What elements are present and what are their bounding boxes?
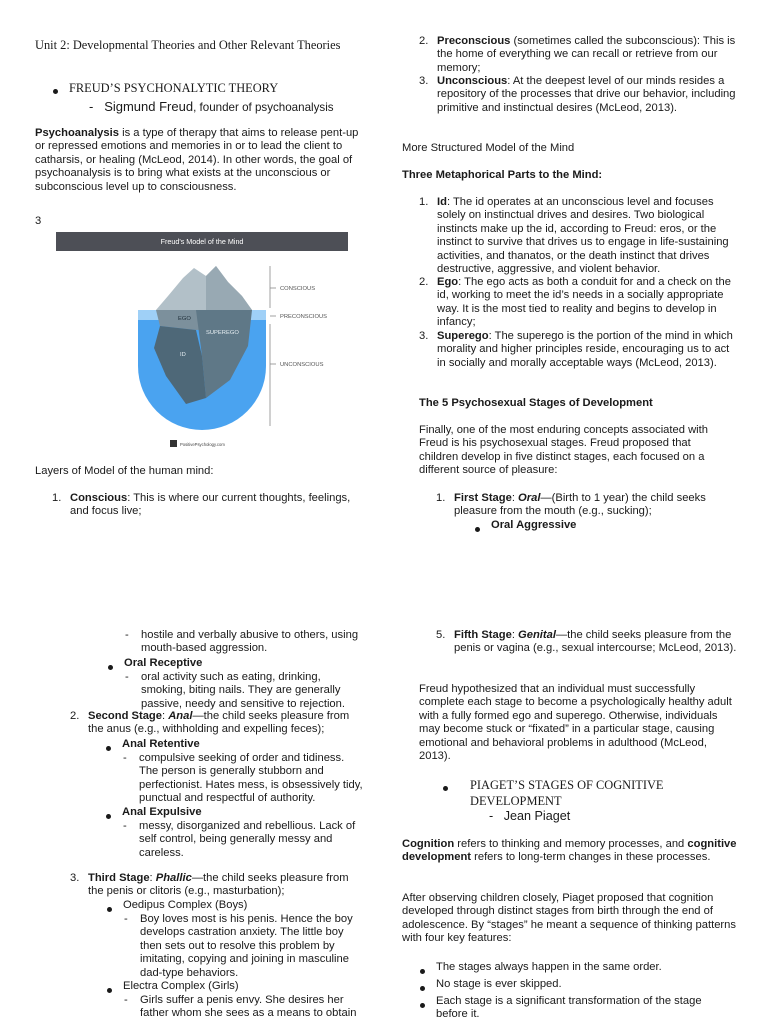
- bullet-icon: [420, 965, 425, 978]
- fifth-stage-item: [436, 629, 739, 656]
- bullet-icon: [107, 903, 112, 916]
- conscious-text: : This is where our current thoughts, feelings, and focus live;: [70, 492, 351, 518]
- anal-retentive-label: Anal Retentive: [122, 738, 200, 750]
- layers-title: Layers of Model of the human mind:: [35, 465, 214, 477]
- bullet-icon: [106, 742, 111, 755]
- preconscious-item: [419, 35, 737, 75]
- item-number: 2.: [419, 35, 429, 47]
- preconscious-label: PRECONSCIOUS: [280, 314, 328, 320]
- figure-title: Freud's Model of the Mind: [56, 232, 348, 251]
- oral-aggressive-desc: [125, 629, 361, 656]
- feature-item: [436, 978, 736, 991]
- stage-label: Fifth Stage: [454, 629, 512, 641]
- freud-name: Sigmund Freud: [104, 99, 194, 114]
- bullet-icon: [420, 999, 425, 1012]
- stage-text: —the child seeks pleasure from the penis or clitoris (e.g., masturbation);: [88, 872, 349, 898]
- figure-credit: PositivePsychology.com: [180, 442, 225, 447]
- superego-text: : The superego is the portion of the mind in which morality and higher principles reside, encouraging us to act in socially and morally acceptable ways (McLeod, 2013).: [437, 330, 733, 369]
- dash-marker: -: [124, 913, 128, 925]
- first-stage-item: [436, 492, 739, 519]
- bullet-icon: [475, 523, 480, 536]
- bullet-icon: [107, 984, 112, 997]
- ego-text: : The ego acts as both a conduit for and a check on the id, working to meet the id’s needs in a socially appropriate way. It is the most tied to reality and begins to develop in infancy;: [437, 276, 731, 329]
- piaget-name-line: [489, 809, 570, 824]
- preconscious-text: (sometimes called the subconscious): This is the home of everything we can recall or retrieve from our memory;: [437, 35, 736, 74]
- oedipus-label: Oedipus Complex (Boys): [123, 899, 248, 911]
- psychoanalysis-paragraph: [35, 127, 361, 194]
- stage-label: First Stage: [454, 492, 512, 504]
- item-number: 2.: [419, 276, 429, 288]
- bullet-icon: [443, 782, 448, 795]
- feature-text: Each stage is a significant transformation of the stage before it.: [436, 995, 702, 1021]
- cognitive-development-term: cognitive development: [402, 838, 737, 864]
- electra-label: Electra Complex (Girls): [123, 980, 239, 992]
- stage-name: Oral: [518, 492, 541, 504]
- ego-term: Ego: [437, 276, 459, 288]
- stage-name: Anal: [168, 710, 193, 722]
- credit-logo-icon: [170, 440, 177, 447]
- oedipus-text: Boy loves most is his penis. Hence the boy develops castration anxiety. The little boy then sets out to resolve this problem by imitating, copying and joining in masculine dad-type behaviors.: [140, 913, 353, 979]
- stage-separator: :: [511, 629, 519, 641]
- superego-label: SUPEREGO: [206, 330, 239, 336]
- dash-marker: -: [123, 752, 127, 764]
- ego-label: EGO: [178, 316, 191, 322]
- stage-separator: :: [149, 872, 156, 884]
- item-number: 1.: [436, 492, 446, 504]
- oral-receptive-desc: [125, 671, 366, 711]
- three-parts-heading: Three Metaphorical Parts to the Mind:: [402, 169, 603, 181]
- fixation-paragraph: Freud hypothesized that an individual must successfully complete each stage to become a psychologically healthy adult with a fully formed ego and superego. Otherwise, individuals may become stuck or “fixated” in a particular stage, causing emotional and behavioral problems in adulthood (McLeod, 2013).: [419, 683, 732, 763]
- unconscious-term: Unconscious: [437, 75, 508, 87]
- psychoanalysis-definition: is a type of therapy that aims to release pent-up or repressed emotions and memories in or to lead the client to catharsis, or healing (McLeod, 2014). In other words, the goal of psychoanalysis is to bring what exists at the unconscious or subconscious level up to consciousness.: [35, 127, 359, 193]
- dash-marker: -: [89, 99, 94, 114]
- unconscious-item: [419, 75, 737, 115]
- freud-heading: FREUD’S PSYCHONALYTIC THEORY: [69, 81, 279, 95]
- stage-text: —(Birth to 1 year) the child seeks pleasure from the mouth (e.g., sucking);: [454, 492, 706, 518]
- stage-separator: :: [161, 710, 169, 722]
- anal-expulsive-desc: [123, 820, 369, 860]
- hostile-text: hostile and verbally abusive to others, using mouth-based aggression.: [141, 629, 359, 655]
- stage-separator: :: [511, 492, 519, 504]
- superego-item: [419, 330, 737, 370]
- electra-item: [123, 980, 239, 993]
- anal-expulsive-label: Anal Expulsive: [122, 806, 202, 818]
- unit-title: Unit 2: Developmental Theories and Other Relevant Theories: [35, 38, 341, 52]
- five-stages-heading: The 5 Psychosexual Stages of Development: [419, 397, 653, 409]
- item-number: 3.: [70, 872, 80, 884]
- dash-marker: -: [489, 809, 494, 823]
- cognitive-development-definition: refers to long-term changes in these processes.: [471, 851, 711, 864]
- stage-text: —the child seeks pleasure from the anus (e.g., withholding and expelling feces);: [88, 710, 350, 736]
- piaget-name: Jean Piaget: [503, 809, 571, 823]
- piaget-observation-paragraph: After observing children closely, Piaget proposed that cognition developed through distinct stages from birth through the end of adolescence. By “stages” he meant a sequence of thinking patterns with four key features:: [402, 892, 736, 945]
- oral-aggressive-label: Oral Aggressive: [491, 519, 577, 531]
- stage-label: Second Stage: [88, 710, 162, 722]
- dash-marker: -: [125, 671, 129, 683]
- piaget-heading: PIAGET’S STAGES OF COGNITIVE DEVELOPMENT: [470, 778, 664, 808]
- oedipus-desc: [124, 913, 365, 980]
- iceberg-tip-shade: [206, 266, 252, 310]
- oedipus-item: [123, 899, 247, 912]
- freud-name-line: [89, 99, 334, 116]
- freud-model-figure: [56, 232, 348, 454]
- oral-receptive-label: Oral Receptive: [124, 657, 203, 669]
- iceberg-diagram: [56, 256, 348, 454]
- stage-label: Third Stage: [88, 872, 150, 884]
- item-number: 5.: [436, 629, 446, 641]
- third-stage-item: [70, 872, 363, 899]
- unconscious-text: : At the deepest level of our minds resides a repository of the processes that drive our behavior, including primitive and instinctual desires (McLeod, 2013).: [437, 75, 736, 114]
- electra-text: Girls suffer a penis envy. She desires her father whom she sees as a means to obtain: [140, 994, 357, 1020]
- anal-expulsive-item: [122, 806, 202, 819]
- oral-aggressive-item: [491, 519, 576, 532]
- anal-retentive-item: [122, 738, 200, 751]
- cognition-term: Cognition: [402, 838, 455, 850]
- stages-intro: Finally, one of the most enduring concepts associated with Freud is his psychosexual stages. Freud proposed that children develop in five distinct stages, each focused on a different source of pleasure:: [419, 424, 708, 477]
- id-label: ID: [180, 352, 186, 358]
- psychoanalysis-term: Psychoanalysis: [35, 127, 119, 139]
- cognition-definition: refers to thinking and memory processes, and: [454, 838, 688, 850]
- oral-receptive-text: oral activity such as eating, drinking, smoking, biting nails. They are generally passive, needy and sensitive to rejection.: [141, 671, 345, 710]
- cognition-paragraph: [402, 838, 737, 865]
- conscious-item: [52, 492, 365, 519]
- conscious-term: Conscious: [70, 492, 128, 504]
- item-number: 3.: [419, 330, 429, 342]
- bullet-icon: [53, 85, 58, 98]
- item-number: 1.: [419, 196, 429, 208]
- preconscious-term: Preconscious: [437, 35, 511, 47]
- item-number: 3.: [419, 75, 429, 87]
- page-number: 3: [35, 215, 42, 227]
- feature-text: The stages always happen in the same order.: [436, 961, 662, 973]
- anal-retentive-desc: [123, 752, 364, 806]
- freud-role: , founder of psychoanalysis: [193, 101, 334, 114]
- item-number: 2.: [70, 710, 80, 722]
- bullet-icon: [106, 810, 111, 823]
- second-stage-item: [70, 710, 363, 737]
- stage-name: Genital: [518, 629, 556, 641]
- more-structured-title: More Structured Model of the Mind: [402, 142, 575, 154]
- electra-desc: [124, 994, 370, 1021]
- dash-marker: -: [123, 820, 127, 832]
- conscious-label: CONSCIOUS: [280, 286, 316, 292]
- superego-term: Superego: [437, 330, 489, 342]
- bullet-icon: [108, 661, 113, 674]
- dash-marker: -: [125, 629, 129, 641]
- oral-receptive-item: [124, 657, 202, 670]
- anal-expulsive-text: messy, disorganized and rebellious. Lack of self control, being generally messy and careless.: [139, 820, 356, 859]
- bullet-icon: [420, 982, 425, 995]
- ego-item: [419, 276, 737, 330]
- unconscious-label: UNCONSCIOUS: [280, 362, 324, 368]
- anal-retentive-text: compulsive seeking of order and tidiness. The person is generally stubborn and perfectionist. Hates mess, is obsessively tidy, punctual and respectful of authority.: [139, 752, 363, 805]
- stage-name: Phallic: [155, 872, 192, 884]
- id-item: [419, 196, 737, 276]
- dash-marker: -: [124, 994, 128, 1006]
- feature-item: [436, 995, 736, 1022]
- item-number: 1.: [52, 492, 62, 504]
- id-term: Id: [437, 196, 447, 208]
- feature-item: [436, 961, 736, 974]
- feature-text: No stage is ever skipped.: [436, 978, 562, 990]
- stage-text: —the child seeks pleasure from the penis or vagina (e.g., sexual intercourse; McLeod, 2013).: [454, 629, 737, 655]
- id-text: : The id operates at an unconscious level and focuses solely on instinctual drives and desires. Two biological instincts make up the id, according to Freud: eros, or the instinct to survive that drives us to engage in life-sustaining activities, and thanatos, or the death instinct that drives destructive, aggressive, and violent behavior.: [437, 196, 729, 276]
